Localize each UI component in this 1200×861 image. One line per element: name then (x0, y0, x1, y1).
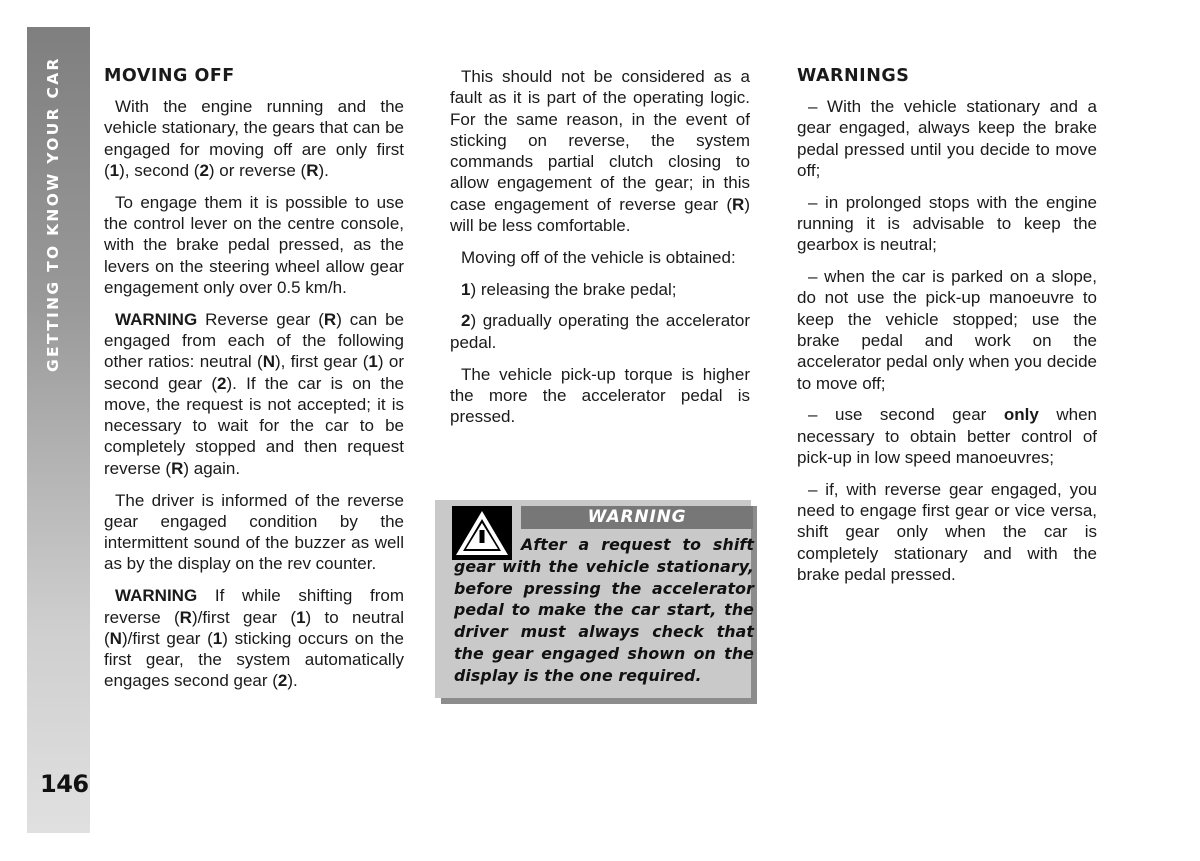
list-item: – when the car is parked on a slope, do not use the pick-up manoeuvre to keep the vehicle stopped; use the brake pedal and work on the accelerator pedal only when you decide to move off; (797, 267, 1097, 393)
list-item: – if, with reverse gear engaged, you need to engage first gear or vice versa, shift gear only when the car is completely stationary and with the brake pedal pressed. (797, 479, 1097, 584)
column-3 (797, 64, 1097, 596)
warning-paragraph: WARNING Reverse gear (R) can be engaged from each of the following other ratios: neutral (N), first gear (1) or second gear (2). If the car is on the move, the request is not accepted; it is necessary to wait for the car to be completely stopped and then request reverse (R) again. (104, 309, 404, 478)
warning-label: WARNING (115, 309, 198, 329)
list-item: – in prolonged stops with the engine running it is advisable to keep the gearbox is neutral; (797, 192, 1097, 255)
warning-label: WARNING (115, 586, 198, 606)
heading-moving-off: MOVING OFF (104, 66, 235, 86)
warning-box (435, 500, 754, 698)
list-item: – With the vehicle stationary and a gear engaged, always keep the brake pedal pressed until you decide to move off; (797, 97, 1097, 180)
paragraph: To engage them it is possible to use the control lever on the centre console, with the brake pedal pressed, as the levers on the steering wheel allow gear engagement only over 0.5 km/h. (104, 192, 404, 297)
list-item: 2) gradually operating the accelerator pedal. (450, 311, 750, 352)
section-title: GETTING TO KNOW YOUR CAR (44, 56, 62, 372)
paragraph: The vehicle pick-up torque is higher the more the accelerator pedal is pressed. (450, 364, 750, 427)
paragraph: This should not be considered as a fault as it is part of the operating logic. For the same reason, in the event of sticking on reverse, the system commands partial clutch closing to allow engagement of the gear; in this case engagement of reverse gear (R) will be less comfortable. (450, 67, 750, 236)
list-item: 1) releasing the brake pedal; (461, 279, 677, 299)
warning-title: WARNING (521, 506, 753, 529)
paragraph: Moving off of the vehicle is obtained: (461, 247, 736, 267)
list-item: – use second gear only when necessary to obtain better control of pick-up in low speed manoeuvres; (797, 405, 1097, 467)
paragraph: The driver is informed of the reverse gear engaged condition by the intermittent sound of the buzzer as well as by the display on the rev counter. (104, 490, 404, 574)
paragraph: With the engine running and the vehicle stationary, the gears that can be engaged for moving off are only first (1), second (2) or reverse (R). (104, 97, 404, 180)
warning-text: After a request to shift gear with the vehicle stationary, before pressing the accelerator pedal to make the car start, the driver must always check that the gear engaged shown on the display is the one required. (454, 535, 754, 685)
column-2 (450, 66, 750, 438)
page-number: 146 (40, 770, 89, 798)
warning-paragraph: WARNING If while shifting from reverse (R)/first gear (1) to neutral (N)/first gear (1) sticking occurs on the first gear, the system automatically engages second gear (2). (104, 586, 404, 691)
column-1 (104, 64, 404, 702)
heading-warnings: WARNINGS (797, 66, 910, 86)
